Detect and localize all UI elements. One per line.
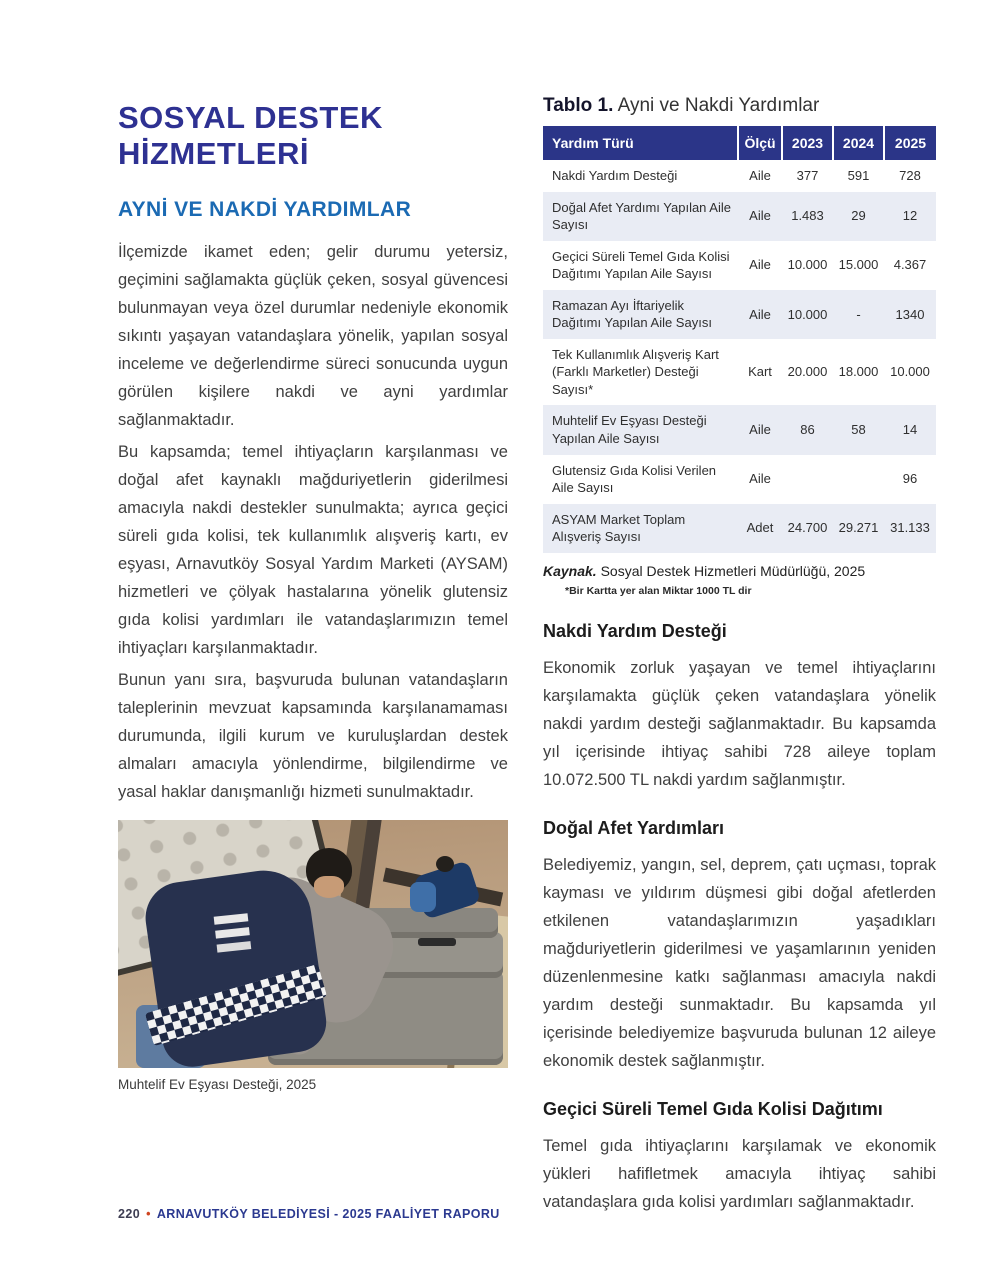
- table-cell: 15.000: [838, 257, 879, 273]
- table-cell: 10.000: [787, 257, 828, 273]
- table-cell: 58: [851, 422, 866, 438]
- aid-table: [543, 126, 936, 553]
- table-cell: -: [856, 306, 861, 322]
- heading-gecici-sureli-gida-kolisi: Geçici Süreli Temel Gıda Kolisi Dağıtımı: [543, 1098, 883, 1119]
- col-header-olcu: Ölçü: [738, 126, 782, 160]
- table-cell: 10.000: [787, 306, 828, 322]
- table-caption-label: Tablo 1.: [543, 95, 614, 116]
- table-cell: Doğal Afet Yardımı Yapılan Aile Sayısı: [552, 199, 731, 233]
- table-cell: Aile: [749, 422, 771, 438]
- paragraph-gecici-sureli-gida-kolisi: Temel gıda ihtiyaçlarını karşılamak ve ekonomik yükleri hafifletmek amacıyla ihtiyaç sahibi vatandaşlara gıda kolisi yardımları sağlanmaktadır.: [543, 1136, 936, 1211]
- table-cell: Aile: [749, 471, 771, 487]
- table-cell: Ramazan Ayı İftariyelik Dağıtımı Yapılan Aile Sayısı: [552, 297, 712, 331]
- table-row: [543, 290, 936, 339]
- table-cell: 4.367: [893, 257, 927, 273]
- right-column: [543, 95, 936, 1216]
- heading-dogal-afet-yardimlari: Doğal Afet Yardımları: [543, 817, 725, 838]
- table-cell: 31.133: [890, 520, 930, 536]
- table-cell: 18.000: [838, 364, 879, 380]
- table-cell: ASYAM Market Toplam Alışveriş Sayısı: [552, 511, 686, 545]
- table-cell: [833, 455, 884, 504]
- table-cell: Glutensiz Gıda Kolisi Verilen Aile Sayısı: [552, 462, 717, 496]
- table-cell: [782, 455, 833, 504]
- photo-caption: Muhtelif Ev Eşyası Desteği, 2025: [118, 1076, 317, 1092]
- table-cell: 20.000: [787, 364, 828, 380]
- table-cell: Geçici Süreli Temel Gıda Kolisi Dağıtımı Yapılan Aile Sayısı: [552, 248, 730, 282]
- table-caption-text: Ayni ve Nakdi Yardımlar: [613, 95, 820, 116]
- paragraph-dogal-afet-yardimlari: Belediyemiz, yangın, sel, deprem, çatı uçması, toprak kayması ve yıldırım düşmesi gibi doğal afetlerden etkilenen vatandaşlarımızın yaşadıkları mağduriyetlerin giderilmesi ve yaşamlarının yeniden düzenlenmesine katkı sağlanması amacıyla nakdi yardım desteği sunmaktadır. Bu kapsamda yıl içerisinde belediyemize başvuruda bulunan 12 aileye ekonomik destek sağlanmıştır.: [543, 855, 936, 1070]
- table-header-row: [543, 126, 936, 160]
- left-column: [118, 100, 508, 1092]
- table-cell: 12: [902, 208, 918, 224]
- photo-household-goods-support: [118, 820, 508, 1068]
- page-title: SOSYAL DESTEK HİZMETLERİ: [118, 100, 383, 171]
- photo-worker-face: [314, 876, 344, 898]
- section-subtitle: AYNİ VE NAKDİ YARDIMLAR: [118, 197, 412, 221]
- table-cell: 24.700: [787, 520, 828, 536]
- photo-strap-2: [418, 938, 456, 946]
- footer-report-title: ARNAVUTKÖY BELEDİYESİ - 2025 FAALİYET RAPORU: [156, 1207, 500, 1221]
- intro-paragraph-3: Bunun yanı sıra, başvuruda bulunan vatandaşların taleplerinin mevzuat kapsamında karşılanamaması durumunda, ilgili kurum ve kuruluşlardan destek almaları amacıyla yönlendirme, bilgilendirme ve yasal haklar danışmanlığı hizmeti sunulmaktadır.: [118, 670, 508, 801]
- heading-nakdi-yardim-destegi: Nakdi Yardım Desteği: [543, 620, 727, 641]
- table-cell: 29: [851, 208, 866, 224]
- table-footnote: *Bir Kartta yer alan Miktar 1000 TL dir: [565, 584, 752, 597]
- table-cell: Kart: [748, 364, 772, 380]
- col-header-yardim-turu: Yardım Türü: [543, 126, 738, 160]
- table-cell: Tek Kullanımlık Alışveriş Kart (Farklı Marketler) Desteği Sayısı*: [552, 346, 719, 397]
- table-cell: Aile: [749, 257, 771, 273]
- table-row: [543, 160, 936, 192]
- paragraph-nakdi-yardim-destegi: Ekonomik zorluk yaşayan ve temel ihtiyaçlarını karşılamakta güçlük çeken vatandaşlara yönelik nakdi yardım desteği sağlanmaktadır. Bu kapsamda yıl içerisinde ihtiyaç sahibi 728 aileye toplam 10.072.500 TL nakdi yardım sağlanmıştır.: [543, 658, 936, 789]
- table-row: [543, 192, 936, 241]
- footer-bullet-icon: •: [146, 1207, 151, 1221]
- table-cell: 377: [796, 168, 819, 183]
- table-row: [543, 241, 936, 290]
- table-cell: 728: [899, 168, 921, 183]
- col-header-2025: 2025: [884, 126, 936, 160]
- table-cell: Aile: [749, 208, 771, 224]
- intro-paragraph-1: İlçemizde ikamet eden; gelir durumu yetersiz, geçimini sağlamakta güçlük çeken, sosyal güvencesi bulunmayan veya özel durumlar nedeniyle ekonomik sıkıntı yaşayan vatandaşlara yönelik, yapılan sosyal inceleme ve değerlendirme süreci sonucunda uygun görülen kişilere nakdi ve ayni yardımlar sağlanmaktadır.: [118, 242, 508, 429]
- col-header-2023: 2023: [782, 126, 833, 160]
- table-row: [543, 339, 936, 406]
- table-row: [543, 455, 936, 504]
- table-row: [543, 504, 936, 553]
- table-cell: 1.483: [791, 208, 824, 224]
- table-cell: 86: [800, 422, 815, 438]
- table-row: [543, 405, 936, 454]
- footer-page-number: 220: [118, 1207, 141, 1221]
- table-cell: Muhtelif Ev Eşyası Desteği Yapılan Aile Sayısı: [552, 413, 707, 447]
- source-label: Kaynak.: [543, 562, 597, 579]
- table-cell: 14: [902, 422, 918, 438]
- table-cell: 591: [847, 168, 870, 183]
- photo-second-worker-head: [436, 856, 454, 872]
- table-caption: [543, 95, 936, 117]
- aid-table-header: [543, 126, 936, 160]
- page-footer: [118, 1207, 500, 1221]
- table-cell: 1340: [895, 306, 925, 322]
- source-text: Sosyal Destek Hizmetleri Müdürlüğü, 2025: [596, 562, 866, 579]
- col-header-2024: 2024: [833, 126, 884, 160]
- table-cell: Aile: [749, 168, 771, 183]
- table-cell: Nakdi Yardım Desteği: [552, 168, 678, 183]
- table-source: [543, 563, 936, 579]
- table-cell: Adet: [746, 520, 774, 536]
- table-cell: 96: [902, 471, 918, 487]
- photo-second-worker-arm: [410, 882, 436, 912]
- table-cell: 10.000: [890, 364, 930, 380]
- table-cell: Aile: [749, 306, 771, 322]
- intro-paragraph-2: Bu kapsamda; temel ihtiyaçların karşılanması ve doğal afet kaynaklı mağduriyetlerin giderilmesi amacıyla nakdi destekler sunulmakta; ayrıca geçici süreli gıda kolisi, tek kullanımlık alışveriş kartı, ev eşyası, Arnavutköy Sosyal Yardım Marketi (AYSAM) hizmetleri ve çölyak hastalarına yönelik glutensiz gıda kolisi yardımları ile vatandaşlarımızın temel ihtiyaçları karşılanmaktadır.: [118, 442, 508, 657]
- table-cell: 29.271: [838, 520, 879, 536]
